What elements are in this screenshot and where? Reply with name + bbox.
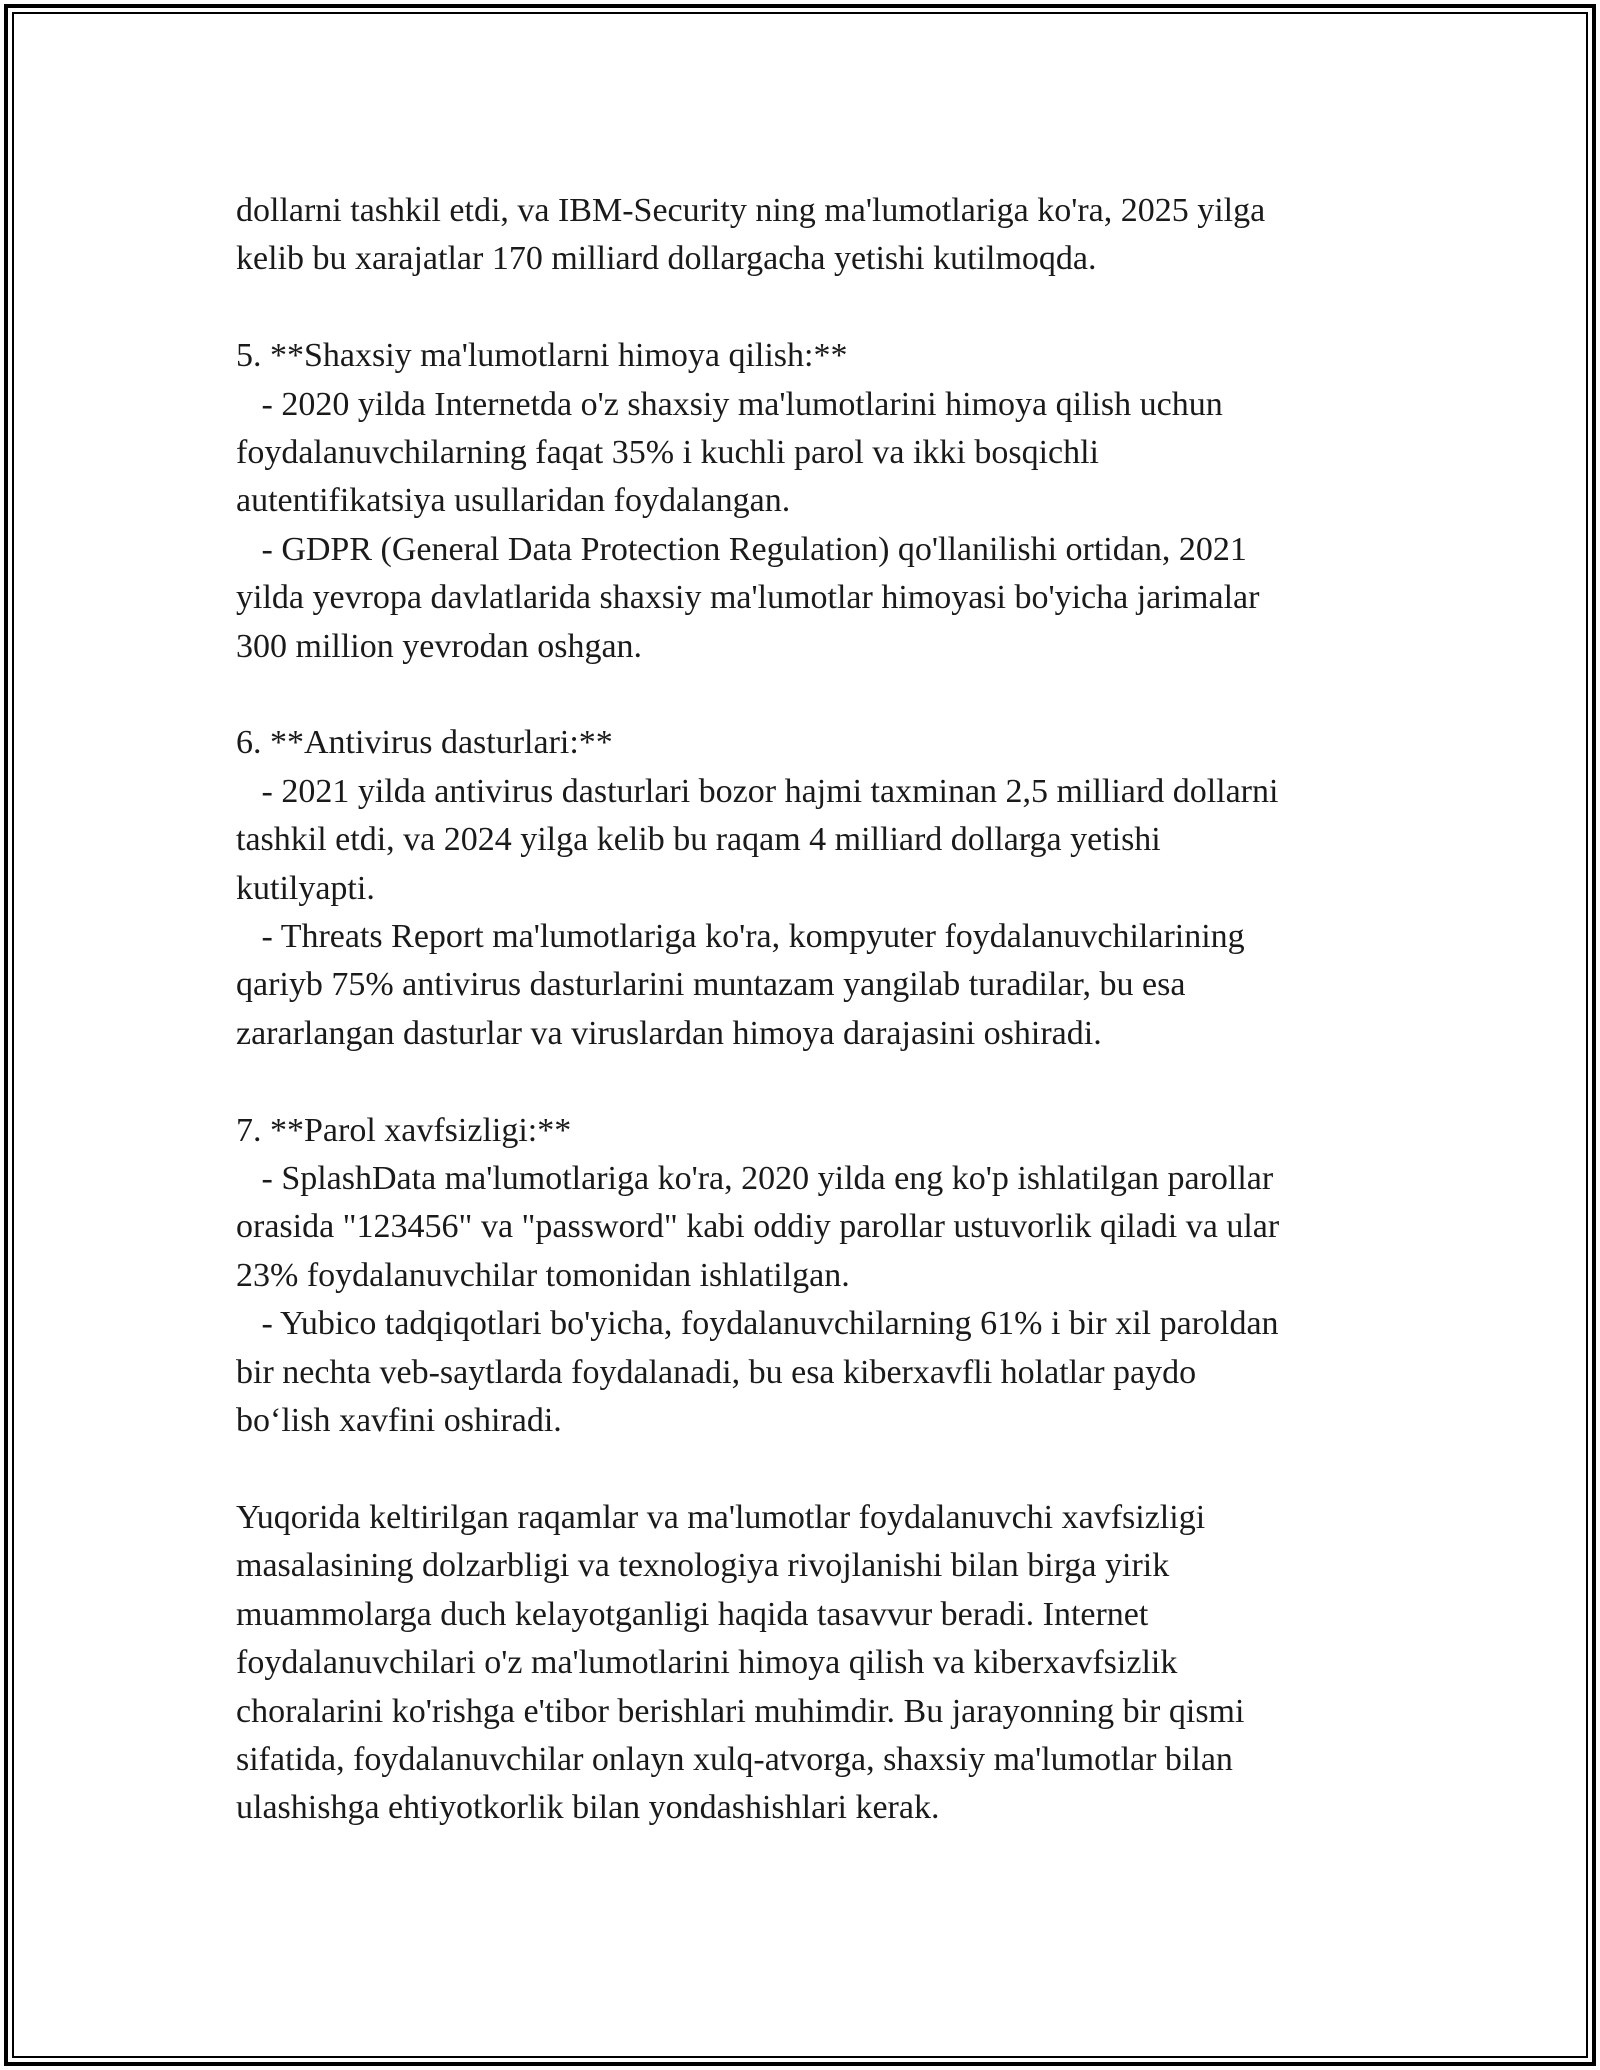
text-line: Yuqorida keltirilgan raqamlar va ma'lumotlar foydalanuvchi xavfsizligi: [236, 1498, 1206, 1536]
paragraph-gap: [236, 1446, 1416, 1494]
section-heading: 7. **Parol xavfsizligi:**: [236, 1111, 572, 1149]
bullet-item: [236, 526, 1416, 671]
text-line: choralarini ko'rishga e'tibor berishlari muhimdir. Bu jarayonning bir qismi: [236, 1692, 1245, 1730]
text-line: ulashishga ehtiyotkorlik bilan yondashishlari kerak.: [236, 1789, 940, 1827]
text-line: - 2021 yilda antivirus dasturlari bozor hajmi taxminan 2,5 milliard dollarni: [236, 772, 1279, 810]
text-line: autentifikatsiya usullaridan foydalangan.: [236, 482, 791, 520]
text-line: bir nechta veb-saytlarda foydalanadi, bu esa kiberxavfli holatlar paydo: [236, 1353, 1197, 1391]
text-line: zararlangan dasturlar va viruslardan himoya darajasini oshiradi.: [236, 1014, 1102, 1052]
conclusion-paragraph: [236, 1494, 1416, 1833]
paragraph-gap: [236, 284, 1416, 332]
text-line: kelib bu xarajatlar 170 milliard dollargacha yetishi kutilmoqda.: [236, 240, 1097, 278]
section-heading: 5. **Shaxsiy ma'lumotlarni himoya qilish:**: [236, 337, 848, 375]
paragraph-gap: [236, 671, 1416, 719]
text-line: muammolarga duch kelayotganligi haqida tasavvur beradi. Internet: [236, 1595, 1149, 1633]
paragraph-gap: [236, 1058, 1416, 1106]
section-6: [236, 719, 1416, 1058]
section-7: [236, 1107, 1416, 1446]
text-line: 300 million yevrodan oshgan.: [236, 627, 643, 665]
section-heading: 6. **Antivirus dasturlari:**: [236, 724, 613, 762]
text-line: - GDPR (General Data Protection Regulation) qo'llanilishi ortidan, 2021: [236, 530, 1247, 568]
bullet-item: [236, 1155, 1416, 1300]
text-line: masalasining dolzarbligi va texnologiya rivojlanishi bilan birga yirik: [236, 1547, 1170, 1585]
text-line: - Yubico tadqiqotlari bo'yicha, foydalanuvchilarning 61% i bir xil paroldan: [236, 1305, 1279, 1343]
text-line: - Threats Report ma'lumotlariga ko'ra, kompyuter foydalanuvchilarining: [236, 918, 1245, 956]
document-body: [236, 187, 1416, 1833]
bullet-item: [236, 381, 1416, 526]
bullet-item: [236, 1300, 1416, 1445]
text-line: orasida "123456" va "password" kabi oddiy parollar ustuvorlik qiladi va ular: [236, 1208, 1280, 1246]
text-line: foydalanuvchilarning faqat 35% i kuchli parol va ikki bosqichli: [236, 434, 1099, 472]
text-line: foydalanuvchilari o'z ma'lumotlarini himoya qilish va kiberxavfsizlik: [236, 1644, 1178, 1682]
text-line: bo‘lish xavfini oshiradi.: [236, 1402, 562, 1440]
text-line: kutilyapti.: [236, 869, 375, 907]
text-line: tashkil etdi, va 2024 yilga kelib bu raqam 4 milliard dollarga yetishi: [236, 821, 1161, 859]
section-5: [236, 332, 1416, 671]
text-line: qariyb 75% antivirus dasturlarini muntazam yangilab turadilar, bu esa: [236, 966, 1186, 1004]
bullet-item: [236, 913, 1416, 1058]
text-line: - 2020 yilda Internetda o'z shaxsiy ma'lumotlarini himoya qilish uchun: [236, 385, 1223, 423]
bullet-item: [236, 768, 1416, 913]
text-line: dollarni tashkil etdi, va IBM-Security ning ma'lumotlariga ko'ra, 2025 yilga: [236, 192, 1266, 229]
intro-paragraph: [236, 187, 1416, 284]
text-line: 23% foydalanuvchilar tomonidan ishlatilgan.: [236, 1256, 850, 1294]
text-line: yilda yevropa davlatlarida shaxsiy ma'lumotlar himoyasi bo'yicha jarimalar: [236, 579, 1260, 617]
text-line: sifatida, foydalanuvchilar onlayn xulq-atvorga, shaxsiy ma'lumotlar bilan: [236, 1740, 1233, 1778]
text-line: - SplashData ma'lumotlariga ko'ra, 2020 yilda eng ko'p ishlatilgan parollar: [236, 1160, 1274, 1198]
